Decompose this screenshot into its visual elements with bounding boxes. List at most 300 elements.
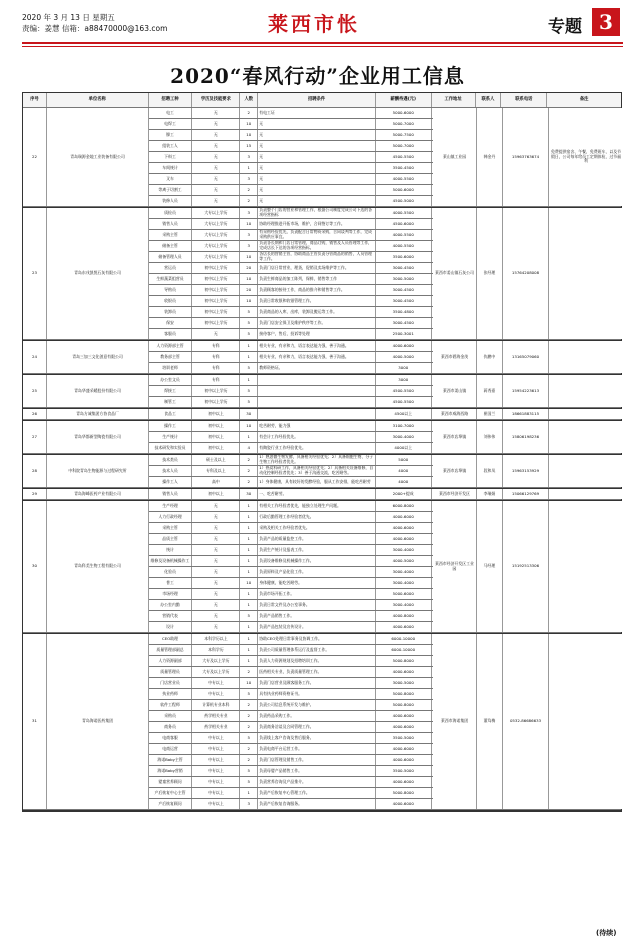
edu-cell: 初中以上: [192, 443, 240, 453]
count-cell: 2: [240, 196, 258, 206]
group-contact: 刘伟伟: [477, 421, 503, 453]
condition-cell: 协助经理推进开拓市场，维护，合同签订等工作。: [258, 219, 376, 229]
count-cell: 5: [240, 397, 258, 407]
count-cell: 20: [240, 285, 258, 295]
group-remark: [549, 341, 623, 373]
pay-cell: 3000: [376, 375, 432, 385]
pay-cell: 4000-6000: [376, 534, 432, 544]
edu-cell: 中专以上: [192, 788, 240, 798]
edu-cell: 中专以上: [192, 733, 240, 743]
condition-cell: 负责母婴产品销售工作。: [258, 766, 376, 776]
count-cell: 1: [240, 656, 258, 666]
pay-cell: 4000-6000: [376, 744, 432, 754]
edu-cell: 初中以上: [192, 421, 240, 431]
pay-cell: 4500以上: [376, 409, 432, 419]
count-cell: 10: [240, 678, 258, 688]
count-cell: 5: [240, 777, 258, 787]
count-cell: 2: [240, 744, 258, 754]
condition-cell: 负责设备维修及机械操作工作。: [258, 556, 376, 566]
count-cell: 1: [240, 501, 258, 511]
condition-cell: 负责产品的质量监控工作。: [258, 534, 376, 544]
condition-cell: 负责日常收银和收银管理工作。: [258, 296, 376, 306]
condition-cell: 负责产品包装及宣传设计。: [258, 622, 376, 632]
job-cell: 人力资源副部: [149, 656, 193, 666]
pay-cell: 6000-10000: [376, 634, 432, 644]
company-group: [23, 409, 621, 421]
condition-cell: 负责门店日常营业，理货，促销及卖场维护等工作。: [258, 263, 376, 273]
edu-cell: 中专以上: [192, 766, 240, 776]
company-group: [23, 489, 621, 501]
count-cell: 3: [240, 174, 258, 184]
edu-cell: 无: [192, 501, 240, 511]
group-remark: [549, 501, 623, 632]
page-title: 2020“春风行动”企业用工信息: [170, 64, 465, 88]
condition-cell: 有陶瓷行业工作经验优先。: [258, 443, 376, 453]
edu-cell: 无: [192, 545, 240, 555]
pay-cell: 4000以上: [376, 443, 432, 453]
edu-cell: 中专以上: [192, 689, 240, 699]
edu-cell: 无: [192, 523, 240, 533]
count-cell: 10: [240, 296, 258, 306]
pay-cell: 6000-8000: [376, 501, 432, 511]
job-cell: 装卸员: [149, 307, 193, 317]
group-contact: 张经理: [477, 208, 503, 339]
group-contact: 蒋秀嘉: [477, 375, 503, 407]
count-cell: 5: [240, 689, 258, 699]
group-company: 中科院青岛生物能源与过程研究所: [47, 455, 149, 487]
count-cell: 1: [240, 512, 258, 522]
count-cell: 10: [240, 274, 258, 284]
condition-cell: 负责生鲜商品的加工陈列，保鲜，销售等工作: [258, 274, 376, 284]
pay-cell: 4000-6000: [376, 722, 432, 732]
job-cell: 普工: [149, 578, 193, 588]
company-group: [23, 208, 621, 341]
condition-cell: 无: [258, 119, 376, 129]
job-cell: 培训老师: [149, 363, 193, 373]
condition-cell: 吃苦耐劳，能力强: [258, 421, 376, 431]
job-cell: 食品工: [149, 409, 193, 419]
condition-cell: 负责生产统计及报表工作。: [258, 545, 376, 555]
count-cell: 1: [240, 600, 258, 610]
edu-cell: 专科及以上: [192, 466, 240, 476]
pay-cell: 3000-4000: [376, 600, 432, 610]
job-cell: 教务部主管: [149, 352, 193, 362]
condition-cell: [258, 375, 376, 385]
job-cell: 电工: [149, 108, 193, 118]
job-cell: CEO助理: [149, 634, 193, 644]
company-group: [23, 634, 621, 811]
group-contact: 崔国兰: [477, 409, 503, 419]
edu-cell: 无: [192, 622, 240, 632]
group-address: 莱西市碧海金茂: [433, 341, 477, 373]
count-cell: 2: [240, 700, 258, 710]
group-seq: 29: [23, 489, 47, 499]
job-cell: 生产统计: [149, 432, 193, 442]
group-seq: 26: [23, 409, 47, 419]
edu-cell: 硕士及以上: [192, 455, 240, 465]
count-cell: 3: [240, 208, 258, 218]
job-cell: 质量管理部副总: [149, 645, 193, 655]
pay-cell: 4000-6000: [376, 799, 432, 809]
group-company: 青岛科美生物工程有限公司: [47, 501, 149, 632]
pay-cell: 4000-6000: [376, 711, 432, 721]
group-phone: 15806198236: [503, 421, 549, 453]
pay-cell: 4500-5500: [376, 397, 432, 407]
count-cell: 3: [240, 799, 258, 809]
job-cell: 人力资源部主管: [149, 341, 193, 351]
job-cell: 质量管理员: [149, 667, 193, 677]
count-cell: 10: [240, 421, 258, 431]
count-cell: 2: [240, 711, 258, 721]
job-cell: 办公室文员: [149, 375, 193, 385]
company-group: [23, 108, 621, 208]
condition-cell: 负责产品销售工作。: [258, 611, 376, 621]
job-cell: 组装工人: [149, 141, 193, 151]
count-cell: 5: [240, 307, 258, 317]
edu-cell: 无: [192, 611, 240, 621]
group-remark: [549, 208, 623, 339]
job-cell: 下料工: [149, 152, 193, 162]
page-header: [0, 0, 635, 44]
editor-line: 责编：姜慧 信箱：a88470000@163.com: [22, 24, 168, 33]
job-cell: 统计: [149, 545, 193, 555]
condition-cell: 有电工证: [258, 108, 376, 118]
edu-cell: 大专以上学历: [192, 241, 240, 251]
pay-cell: 3000-5000: [376, 678, 432, 688]
group-seq: 30: [23, 501, 47, 632]
condition-cell: 1）热爱科研工作，具备相关经验优先；2）具备相关设备维修，自动化控制经验者优先；3）善于沟通交流，吃苦耐劳。: [258, 466, 376, 476]
condition-cell: 负责门店安全保卫及维护秩序等工作。: [258, 318, 376, 328]
edu-cell: 中专以上: [192, 755, 240, 765]
group-remark: [549, 489, 623, 499]
column-header: 学历及技能要求: [192, 93, 240, 107]
condition-cell: 具有执业药师资格证书。: [258, 689, 376, 699]
condition-cell: 无: [258, 130, 376, 140]
edu-cell: 药学相关专业: [192, 711, 240, 721]
edu-cell: 大专以上学历: [192, 219, 240, 229]
pay-cell: 3500-6000: [376, 252, 432, 262]
count-cell: 30: [240, 489, 258, 499]
condition-cell: 有采购经验优先，负责配合日常物资采购，合同谈判等工作，完成采购供应事宜。: [258, 230, 376, 240]
condition-cell: 负责商务洽谈及合同管理工作。: [258, 722, 376, 732]
condition-cell: 负责各长期和门店日常管理，商品订购，销售及人员管理等工作，完成店长下达的各项经营指标。: [258, 241, 376, 251]
pay-cell: 4500-5500: [376, 152, 432, 162]
edu-cell: 中专以上: [192, 678, 240, 688]
job-cell: 制管工: [149, 397, 193, 407]
pay-cell: 4000: [376, 477, 432, 487]
job-cell: 电商客服: [149, 733, 193, 743]
edu-cell: 专科: [192, 363, 240, 373]
group-remark: [549, 409, 623, 419]
header-rule-thin: [22, 46, 623, 47]
count-cell: 5: [240, 318, 258, 328]
count-cell: 2: [240, 466, 258, 476]
job-cell: 营运员: [149, 263, 193, 273]
pay-cell: 4000-6000: [376, 622, 432, 632]
pay-cell: 2000+提成: [376, 489, 432, 499]
job-cell: 储备主管: [149, 241, 193, 251]
condition-cell: 负责营养咨询及产品推介。: [258, 777, 376, 787]
condition-cell: 负责市场开拓工作。: [258, 589, 376, 599]
job-cell: 销售人员: [149, 489, 193, 499]
job-cell: 采购主管: [149, 523, 193, 533]
count-cell: 4: [240, 443, 258, 453]
group-address: 莱西市海诺集团: [433, 634, 477, 809]
count-cell: 10: [240, 130, 258, 140]
job-cell: 操作工: [149, 421, 193, 431]
job-cell: 质检员: [149, 208, 193, 218]
group-phone: 18661883115: [503, 409, 549, 419]
condition-cell: 负责人力资源规划及招聘培训工作。: [258, 656, 376, 666]
job-cell: 采购主管: [149, 230, 193, 240]
group-company: 青岛华都新型陶瓷有限公司: [47, 421, 149, 453]
masthead-logo: 莱西市怅: [268, 12, 360, 36]
pay-cell: 5000: [376, 455, 432, 465]
pay-cell: 4000-5500: [376, 230, 432, 240]
job-cell: 海诺Baby主管: [149, 755, 193, 765]
condition-cell: 负责日常文件及办公室事务。: [258, 600, 376, 610]
column-header: 工作地址: [432, 93, 476, 107]
edu-cell: 本科学历: [192, 645, 240, 655]
job-cell: 婴童营养顾问: [149, 777, 193, 787]
edu-cell: 初中以上: [192, 432, 240, 442]
group-company: 青岛东戌凯悦石灰有限公司: [47, 208, 149, 339]
pay-cell: 5000-6000: [376, 108, 432, 118]
edu-cell: 无: [192, 589, 240, 599]
edu-cell: 无: [192, 329, 240, 339]
group-address: 莱西市威海西路: [433, 409, 477, 419]
pay-cell: 3000-4000: [376, 578, 432, 588]
edu-cell: 无: [192, 556, 240, 566]
job-cell: 保安: [149, 318, 193, 328]
group-seq: 31: [23, 634, 47, 809]
group-phone: 15963153929: [503, 455, 549, 487]
job-cell: 执业药师: [149, 689, 193, 699]
job-cell: 化验员: [149, 567, 193, 577]
job-cell: 海诺Baby营销: [149, 766, 193, 776]
count-cell: 1: [240, 589, 258, 599]
jobs-table: [22, 92, 622, 812]
table-header-row: [23, 93, 621, 108]
company-group: [23, 455, 621, 489]
pay-cell: 5000-6000: [376, 589, 432, 599]
count-cell: 2: [240, 108, 258, 118]
section-topic: 专题: [548, 17, 582, 37]
job-cell: 车间统计: [149, 163, 193, 173]
pay-cell: 4500-5000: [376, 196, 432, 206]
condition-cell: 无: [258, 185, 376, 195]
group-company: 青岛海峰医药产业有限公司: [47, 489, 149, 499]
group-contact: 马经理: [477, 501, 503, 632]
count-cell: 1: [240, 788, 258, 798]
edu-cell: 初中以上学历: [192, 296, 240, 306]
pay-cell: 4500-6000: [376, 219, 432, 229]
group-address: 莱西市姜山镇: [433, 375, 477, 407]
group-company: 青岛海诺医药集团: [47, 634, 149, 809]
job-cell: 操作工人: [149, 477, 193, 487]
pay-cell: 3000-4500: [376, 296, 432, 306]
job-cell: 门店营业员: [149, 678, 193, 688]
pay-cell: 3000: [376, 363, 432, 373]
edu-cell: 高中: [192, 477, 240, 487]
job-cell: 叉车: [149, 174, 193, 184]
edu-cell: 无: [192, 600, 240, 610]
count-cell: 3: [240, 230, 258, 240]
job-cell: 软件工程师: [149, 700, 193, 710]
condition-cell: [258, 397, 376, 407]
condition-cell: 采购及相关工作经验者优先。: [258, 523, 376, 533]
count-cell: 5: [240, 733, 258, 743]
pay-cell: 4000-5500: [376, 208, 432, 218]
edu-cell: 大专以上学历: [192, 230, 240, 240]
edu-cell: 初中以上学历: [192, 307, 240, 317]
count-cell: 15: [240, 141, 258, 151]
pay-cell: 5000-8000: [376, 656, 432, 666]
condition-cell: 负责商品的入库，出库，装卸及搬运等工作。: [258, 307, 376, 317]
column-header: 单位名称: [47, 93, 149, 107]
pay-cell: 3000-4000: [376, 545, 432, 555]
pay-cell: 4000-5500: [376, 241, 432, 251]
job-cell: 技术人员: [149, 466, 193, 476]
edu-cell: 初中以上学历: [192, 263, 240, 273]
pay-cell: 5000-6000: [376, 185, 432, 195]
count-cell: 1: [240, 556, 258, 566]
condition-cell: 负责整个门店的营业和管理工作，根据公司制度完成公司下达的各项经营指标: [258, 208, 376, 218]
job-cell: 市场经理: [149, 589, 193, 599]
job-cell: 生鲜蔬菜组营员: [149, 274, 193, 284]
condition-cell: 负责药品采购工作。: [258, 711, 376, 721]
group-seq: 25: [23, 375, 47, 407]
count-cell: 10: [240, 578, 258, 588]
job-cell: 导购员: [149, 285, 193, 295]
group-phone: 15764208008: [503, 208, 549, 339]
condition-cell: 负责原料及产品化验工作。: [258, 567, 376, 577]
edu-cell: 中专以上: [192, 799, 240, 809]
condition-cell: 负责产后恢复咨询服务。: [258, 799, 376, 809]
group-remark: 免费提供宿舍、午餐，免费班车，以及节假日，公司每年给员工定期体检，过节福利: [549, 108, 623, 206]
issue-date: 2020 年 3 月 13 日 星期五: [22, 13, 115, 22]
job-cell: 客服员: [149, 329, 193, 339]
edu-cell: 本科学历以上: [192, 634, 240, 644]
condition-cell: 协助CEO处理日常事务及协调工作。: [258, 634, 376, 644]
job-cell: 电焊工: [149, 119, 193, 129]
edu-cell: 无: [192, 163, 240, 173]
count-cell: 5: [240, 363, 258, 373]
group-seq: 27: [23, 421, 47, 453]
edu-cell: 无: [192, 141, 240, 151]
edu-cell: 无: [192, 578, 240, 588]
job-cell: 产后恢复顾问: [149, 799, 193, 809]
count-cell: 1: [240, 645, 258, 655]
pay-cell: 6000-10000: [376, 645, 432, 655]
pay-cell: 4000-6000: [376, 755, 432, 765]
job-cell: 装修人员: [149, 196, 193, 206]
count-cell: 2: [240, 722, 258, 732]
group-contact: 韩金丹: [477, 108, 503, 206]
count-cell: 1: [240, 341, 258, 351]
pay-cell: 5000-7000: [376, 141, 432, 151]
group-remark: [549, 634, 623, 809]
edu-cell: 无: [192, 512, 240, 522]
condition-cell: 有相关工作经验者优先，能独立处理生产问题。: [258, 501, 376, 511]
edu-cell: 计算机专业本科: [192, 700, 240, 710]
condition-cell: 负责顾客的接待工作，商品的推介和销售等工作。: [258, 285, 376, 295]
count-cell: 1: [240, 432, 258, 442]
group-address: 莱山镇工业园: [433, 108, 477, 206]
edu-cell: 专科: [192, 341, 240, 351]
pay-cell: 5000-8000: [376, 689, 432, 699]
pay-cell: 2500-3001: [376, 329, 432, 339]
job-cell: 商务员: [149, 722, 193, 732]
pay-cell: 4000-5000: [376, 352, 432, 362]
pay-cell: 3500-4800: [376, 307, 432, 317]
count-cell: 1: [240, 545, 258, 555]
job-cell: 铆工: [149, 130, 193, 140]
column-header: 联系人: [476, 93, 502, 107]
condition-cell: 负责电商平台运营工作。: [258, 744, 376, 754]
edu-cell: 无: [192, 130, 240, 140]
pay-cell: 3000-4500: [376, 318, 432, 328]
edu-cell: 初中以上学历: [192, 386, 240, 396]
condition-cell: 负责公司质量管理体系运行及监督工作。: [258, 645, 376, 655]
group-remark: [549, 421, 623, 453]
job-cell: 生产经理: [149, 501, 193, 511]
condition-cell: 1）熟悉微生物发酵，具备相关经验优先；2）具备细胞生物、分子生物工作经验者优先。: [258, 455, 376, 465]
count-cell: 10: [240, 219, 258, 229]
group-phone: 15963763674: [503, 108, 549, 206]
column-header: 人数: [240, 93, 258, 107]
group-address: 莱西市经济开发区: [433, 489, 477, 499]
condition-cell: 无: [258, 174, 376, 184]
count-cell: 1: [240, 634, 258, 644]
edu-cell: 无: [192, 567, 240, 577]
group-seq: 28: [23, 455, 47, 487]
pay-cell: 3500-4500: [376, 163, 432, 173]
job-cell: 电商运营: [149, 744, 193, 754]
column-header: 备注: [579, 96, 589, 102]
job-cell: 储备管理人员: [149, 252, 193, 262]
job-cell: 设计: [149, 622, 193, 632]
company-group: [23, 341, 621, 375]
company-group: [23, 375, 621, 409]
count-cell: 3: [240, 241, 258, 251]
pay-cell: 4000-5000: [376, 556, 432, 566]
condition-cell: 医药相关专业，负责质量管理工作。: [258, 667, 376, 677]
pay-cell: 3000-4000: [376, 567, 432, 577]
continued-note: (待续): [596, 929, 617, 937]
pay-cell: 3000-4500: [376, 285, 432, 295]
pay-cell: 4000-5500: [376, 174, 432, 184]
edu-cell: 中专以上: [192, 744, 240, 754]
count-cell: 1: [240, 534, 258, 544]
group-remark: [549, 455, 623, 487]
pay-cell: 3000-4000: [376, 432, 432, 442]
condition-cell: 负责线上客户咨询及售后服务。: [258, 733, 376, 743]
edu-cell: 无: [192, 119, 240, 129]
company-group: [23, 421, 621, 455]
pay-cell: 3500-5000: [376, 733, 432, 743]
edu-cell: 无: [192, 534, 240, 544]
pay-cell: 4500-5500: [376, 386, 432, 396]
group-company: 青岛瑞源金地工业装备有限公司: [47, 108, 149, 206]
pay-cell: 4000-6000: [376, 523, 432, 533]
pay-cell: 5000-8000: [376, 700, 432, 710]
group-phone: 0532-86686633: [503, 634, 549, 809]
column-header: 联系电话: [501, 93, 547, 107]
pay-cell: 4000-6000: [376, 667, 432, 677]
count-cell: 1: [240, 622, 258, 632]
pay-cell: 5000-7500: [376, 130, 432, 140]
